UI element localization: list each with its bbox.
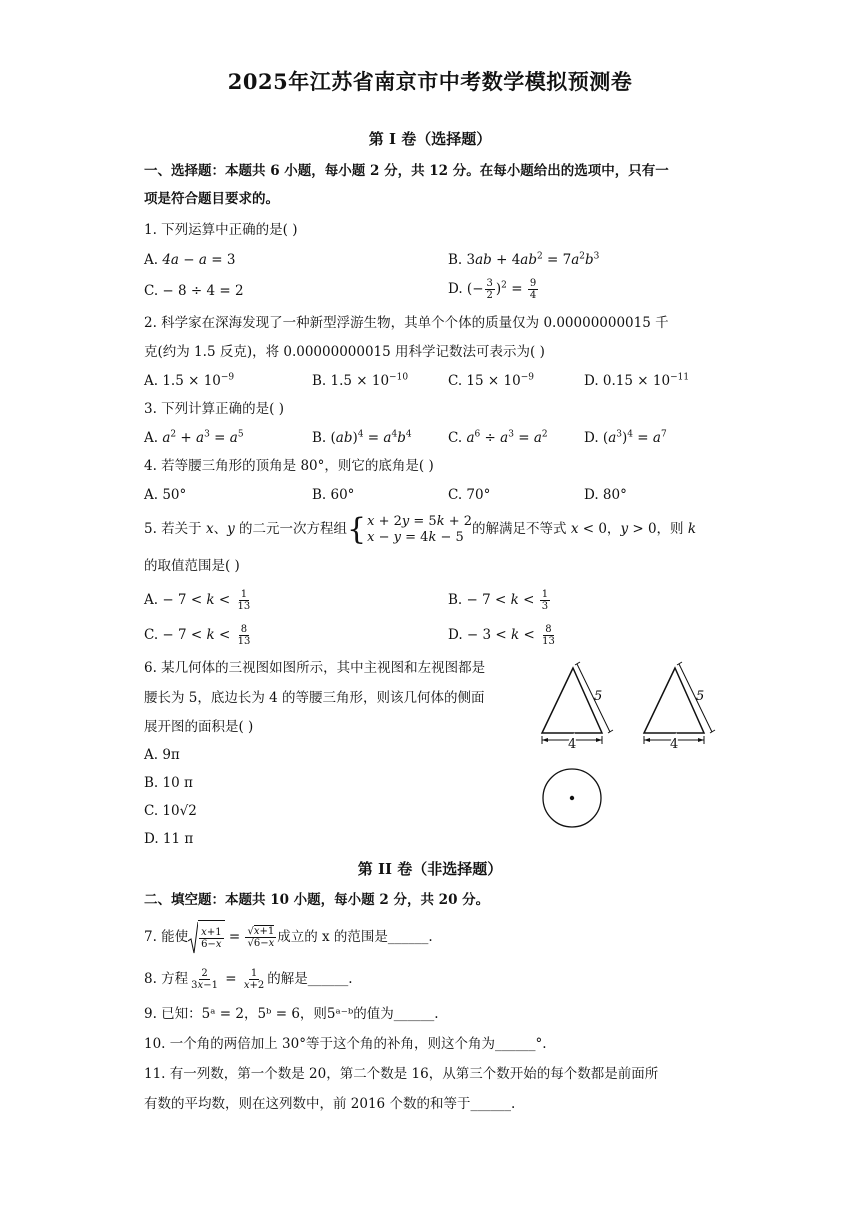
question-11-line1: 11. 有一列数，第一个数是 20，第二个数是 16，从第三个数开始的每个数都是前面所 — [144, 1066, 659, 1082]
question-1: 1. 下列运算中正确的是( ) — [144, 222, 298, 238]
q4-option-c: C. 70° — [448, 487, 491, 503]
q2-option-a: A. $1.5 \times 10^{-9}$ — [144, 372, 235, 389]
q6-option-a: A. 9π — [144, 747, 180, 763]
three-view-figure — [530, 660, 730, 835]
question-3: 3. 下列计算正确的是( ) — [144, 401, 284, 417]
question-6-line2: 腰长为 5，底边长为 4 的等腰三角形，则该几何体的侧面 — [144, 690, 485, 706]
left-side-label: 5 — [696, 689, 705, 704]
q6-option-d: D. 11 π — [144, 831, 194, 847]
q3-option-b: B. $(ab)^4 = a^4b^4$ — [312, 429, 412, 446]
question-4: 4. 若等腰三角形的顶角是 80°，则它的底角是( ) — [144, 458, 434, 474]
q3-option-c: C. $a^6 \div a^3 = a^2$ — [448, 429, 548, 446]
q2-option-c: C. $15 \times 10^{-9}$ — [448, 372, 534, 389]
q4-option-d: D. 80° — [584, 487, 627, 503]
q6-option-c: C. 10√2 — [144, 803, 197, 819]
q3-option-a: A. $a^2 + a^3 = a^5$ — [144, 429, 244, 446]
q3-option-d: D. $(a^3)^4 = a^7$ — [584, 429, 667, 446]
q2-option-d: D. $0.15 \times 10^{-11}$ — [584, 372, 690, 389]
left-base-label: 4 — [670, 737, 679, 752]
q5-option-d: D. − 3 < k < $\frac{8}{13}$ — [448, 624, 555, 647]
q2-option-b: B. $1.5 \times 10^{-10}$ — [312, 372, 409, 389]
question-7: 7. 能使 $\frac{x+1}{6-x}$ = $\frac{√x+1}{√6-x}$ 成立的 x 的范围是______. — [144, 920, 433, 955]
q1-option-c: C. − 8 ÷ 4 = 2 — [144, 283, 244, 299]
q4-option-b: B. 60° — [312, 487, 355, 503]
part1-title: 第 I 卷（选择题） — [368, 130, 492, 148]
question-11-line2: 有数的平均数，则在这列数中，前 2016 个数的和等于______. — [144, 1096, 516, 1112]
section2-header: 二、填空题：本题共 10 小题，每小题 2 分，共 20 分。 — [144, 892, 490, 908]
q5-option-b: B. − 7 < k < $\frac{1}{3}$ — [448, 589, 549, 612]
part2-title: 第 II 卷（非选择题） — [357, 860, 503, 878]
question-6-line3: 展开图的面积是( ) — [144, 719, 254, 735]
section1-header-line2: 项是符合题目要求的。 — [144, 191, 279, 207]
exam-title: 2025年江苏省南京市中考数学模拟预测卷 — [227, 69, 633, 94]
question-9: 9. 已知：5ᵃ = 2，5ᵇ = 6，则5ᵃ⁻ᵇ的值为______. — [144, 1006, 439, 1022]
question-6-line1: 6. 某几何体的三视图如图所示，其中主视图和左视图都是 — [144, 660, 486, 676]
q5-option-c: C. − 7 < k < $\frac{8}{13}$ — [144, 624, 251, 647]
q4-option-a: A. 50° — [144, 487, 187, 503]
question-2-line1: 2. 科学家在深海发现了一种新型浮游生物，其单个个体的质量仅为 0.00000000015 千 — [144, 315, 669, 331]
front-view-triangle — [542, 662, 613, 752]
question-8: 8. 方程 $\frac{2}{3x-1}$ = $\frac{1}{x+2}$ 的解是______. — [144, 968, 353, 991]
q6-option-b: B. 10 π — [144, 775, 193, 791]
q1-option-d: D. (− $\frac{3}{2}$ )$^2$ = $\frac{9}{4}$ — [448, 278, 537, 301]
question-5-line1: 5. 若关于 x、y 的二元一次方程组 { x + 2y = 5k + 2 x − y = 4k − 5 的解满足不等式 x < 0，y > 0，则 k — [144, 511, 697, 547]
question-2-line2: 克(约为 1.5 反克)，将 0.00000000015 用科学记数法可表示为( ) — [144, 344, 545, 360]
section1-header-line1: 一、选择题：本题共 6 小题，每小题 2 分，共 12 分。在每小题给出的选项中，只有一 — [144, 163, 669, 179]
front-side-label: 5 — [594, 689, 603, 704]
q1-option-b: B. $3ab + 4ab^2 = 7a^2b^3$ — [448, 251, 600, 268]
q1-option-a: A. 4a − a = 3 — [144, 252, 236, 268]
left-view-triangle — [644, 662, 715, 752]
question-5-line2: 的取值范围是( ) — [144, 558, 240, 574]
top-view-circle — [543, 769, 601, 827]
front-base-label: 4 — [568, 737, 577, 752]
question-10: 10. 一个角的两倍加上 30°等于这个角的补角，则这个角为______°. — [144, 1036, 547, 1052]
q5-option-a: A. − 7 < k < $\frac{1}{13}$ — [144, 589, 251, 612]
